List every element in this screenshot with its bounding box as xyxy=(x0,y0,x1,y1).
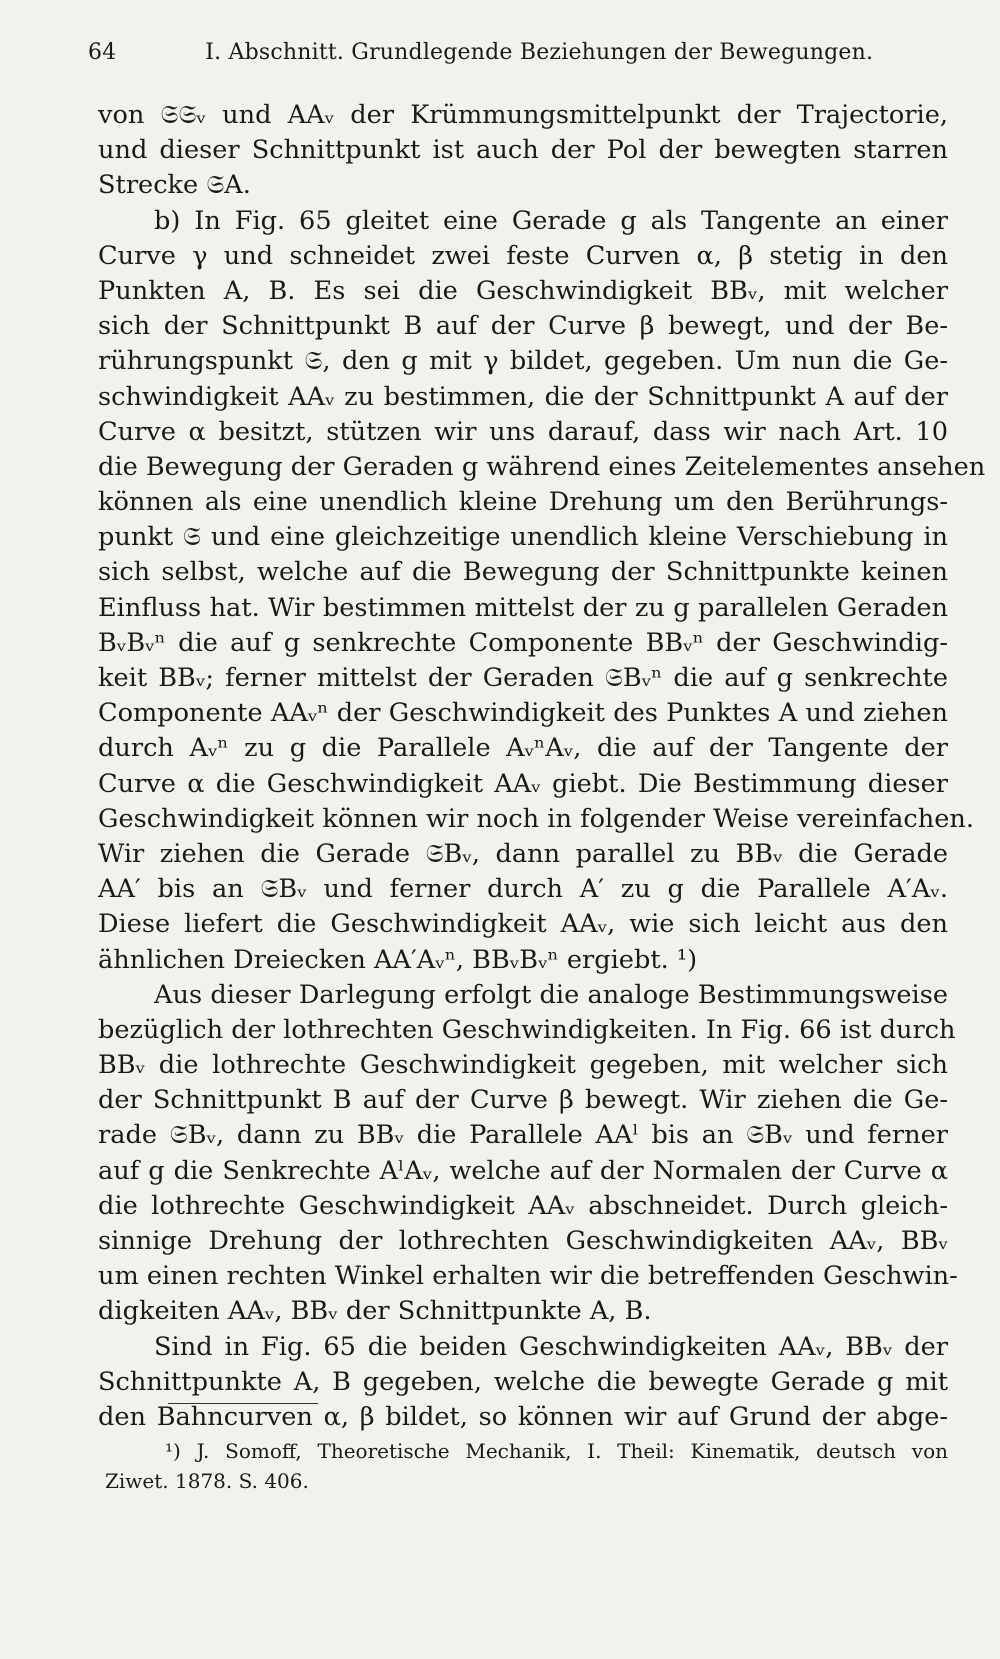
text-line: Sind in Fig. 65 die beiden Geschwindigkeiten AAᵥ, BBᵥ der xyxy=(154,1331,948,1362)
text-line: Curve α die Geschwindigkeit AAᵥ giebt. Die Bestimmung dieser xyxy=(98,768,948,799)
text-line: sinnige Drehung der lothrechten Geschwindigkeiten AAᵥ, BBᵥ xyxy=(98,1226,948,1256)
text-line: BᵥBᵥⁿ die auf g senkrechte Componente BBᵥⁿ der Geschwindig- xyxy=(98,627,948,658)
text-line: ähnlichen Dreiecken AA′Aᵥⁿ, BBᵥBᵥⁿ ergiebt. ¹) xyxy=(98,944,698,975)
text-line: rührungspunkt 𝔖, den g mit γ bildet, gegeben. Um nun die Ge- xyxy=(98,346,948,377)
text-line: Diese liefert die Geschwindigkeit AAᵥ, wie sich leicht aus den xyxy=(98,909,948,940)
running-title: I. Abschnitt. Grundlegende Beziehungen der Bewegungen. xyxy=(205,40,874,65)
text-line: Curve α besitzt, stützen wir uns darauf, dass wir nach Art. 10 xyxy=(98,416,948,447)
text-line: Strecke 𝔖A. xyxy=(98,170,251,201)
text-line: Componente AAᵥⁿ der Geschwindigkeit des Punktes A und ziehen xyxy=(98,698,948,729)
text-line: bezüglich der lothrechten Geschwindigkeiten. In Fig. 66 ist durch xyxy=(98,1014,956,1045)
text-line: keit BBᵥ; ferner mittelst der Geraden 𝔖Bᵥⁿ die auf g senkrechte xyxy=(98,663,948,693)
text-line: auf g die Senkrechte AˡAᵥ, welche auf der Normalen der Curve α xyxy=(98,1155,948,1186)
footnote xyxy=(105,1436,948,1496)
body-text xyxy=(98,98,986,1435)
footnote-line: Ziwet. 1878. S. 406. xyxy=(105,1469,309,1493)
text-line: Punkten A, B. Es sei die Geschwindigkeit BBᵥ, mit welcher xyxy=(98,275,948,306)
text-line: BBᵥ die lothrechte Geschwindigkeit gegeben, mit welcher sich xyxy=(98,1050,948,1081)
text-line: sich der Schnittpunkt B auf der Curve β bewegt, und der Be- xyxy=(98,311,948,342)
text-line: die Bewegung der Geraden g während eines Zeitelementes ansehen xyxy=(98,451,986,482)
text-line: Wir ziehen die Gerade 𝔖Bᵥ, dann parallel zu BBᵥ die Gerade xyxy=(98,838,948,869)
text-line: von 𝔖𝔖ᵥ und AAᵥ der Krümmungsmittelpunkt der Trajectorie, xyxy=(98,100,948,130)
text-line: durch Aᵥⁿ zu g die Parallele AᵥⁿAᵥ, die auf der Tangente der xyxy=(98,733,948,764)
text-line: Schnittpunkte A, B gegeben, welche die bewegte Gerade g mit xyxy=(98,1366,948,1397)
text-line: digkeiten AAᵥ, BBᵥ der Schnittpunkte A, B. xyxy=(98,1296,652,1327)
text-line: schwindigkeit AAᵥ zu bestimmen, die der Schnittpunkt A auf der xyxy=(98,381,948,412)
text-line: um einen rechten Winkel erhalten wir die betreffenden Geschwin- xyxy=(98,1261,958,1292)
text-line: sich selbst, welche auf die Bewegung der Schnittpunkte keinen xyxy=(98,557,948,588)
text-line: können als eine unendlich kleine Drehung um den Berührungs- xyxy=(98,487,948,518)
text-line: den Bahncurven α, β bildet, so können wir auf Grund der abge- xyxy=(98,1401,948,1432)
text-line: Aus dieser Darlegung erfolgt die analoge Bestimmungsweise xyxy=(154,979,948,1010)
text-line: Einfluss hat. Wir bestimmen mittelst der zu g parallelen Geraden xyxy=(98,592,948,623)
text-line: der Schnittpunkt B auf der Curve β bewegt. Wir ziehen die Ge- xyxy=(98,1085,948,1116)
footnote-rule xyxy=(168,1403,318,1404)
footnote-line: ¹) J. Somoff, Theoretische Mechanik, I. Theil: Kinematik, deutsch von xyxy=(165,1439,948,1463)
running-head xyxy=(88,40,940,80)
text-line: Geschwindigkeit können wir noch in folgender Weise vereinfachen. xyxy=(98,803,975,834)
text-line: b) In Fig. 65 gleitet eine Gerade g als Tangente an einer xyxy=(154,205,948,236)
page-number: 64 xyxy=(88,40,117,65)
text-line: punkt 𝔖 und eine gleichzeitige unendlich kleine Verschiebung in xyxy=(98,522,948,553)
text-line: AA′ bis an 𝔖Bᵥ und ferner durch A′ zu g die Parallele A′Aᵥ. xyxy=(98,874,948,905)
text-line: rade 𝔖Bᵥ, dann zu BBᵥ die Parallele AAˡ bis an 𝔖Bᵥ und ferner xyxy=(98,1120,948,1151)
text-line: und dieser Schnittpunkt ist auch der Pol der bewegten starren xyxy=(98,135,948,166)
text-line: die lothrechte Geschwindigkeit AAᵥ abschneidet. Durch gleich- xyxy=(98,1190,948,1221)
text-line: Curve γ und schneidet zwei feste Curven α, β stetig in den xyxy=(98,240,948,271)
